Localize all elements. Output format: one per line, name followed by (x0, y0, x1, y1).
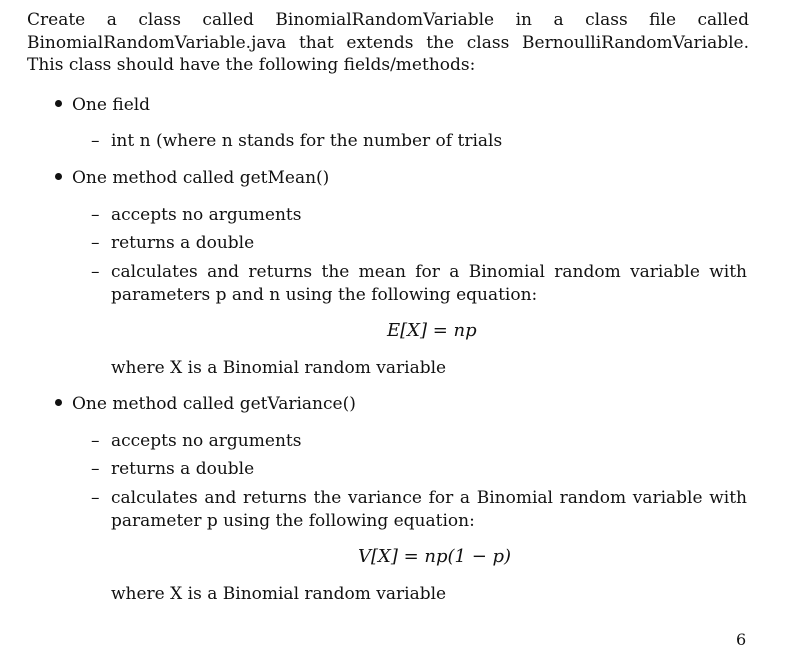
where-note: where X is a Binomial random variable (111, 358, 447, 378)
bullet-dot-icon (55, 399, 62, 406)
where-note: where X is a Binomial random variable (111, 584, 447, 604)
sub-item: – accepts no arguments (91, 205, 302, 225)
dash-icon: – (91, 233, 100, 253)
dash-icon: – (91, 205, 100, 225)
bullet-get-variance (55, 393, 356, 415)
page-number: 6 (736, 630, 747, 649)
sub-item: – calculates and returns the mean for a Binomial random variable with parameters p and n using the following equation: (91, 262, 747, 305)
dash-icon: – (91, 431, 100, 451)
bullet-field (55, 94, 150, 116)
dash-icon: – (91, 459, 100, 479)
bullet-title: One method called getVariance() (72, 394, 356, 414)
bullet-title: One method called getMean() (72, 168, 330, 188)
equation-variance: V[X] = np(1 − p) (358, 546, 512, 567)
bullet-get-mean (55, 167, 329, 189)
dash-icon: – (91, 262, 100, 282)
equation-mean: E[X] = np (387, 320, 477, 341)
dash-icon: – (91, 488, 100, 508)
sub-item: – calculates and returns the variance for a Binomial random variable with parameter p using the following equation: (91, 488, 747, 531)
intro-paragraph: Create a class called BinomialRandomVariable in a class file called BinomialRandomVariable.java that extends the class BernoulliRandomVariable. This class should have the following fields/methods: (27, 10, 749, 75)
bullet-title: One field (72, 95, 151, 115)
sub-item: – returns a double (91, 233, 255, 253)
sub-item: – returns a double (91, 459, 255, 479)
sub-item: – accepts no arguments (91, 431, 302, 451)
dash-icon: – (91, 131, 100, 151)
bullet-dot-icon (55, 173, 62, 180)
sub-item: – int n (where n stands for the number of trials (91, 131, 503, 151)
bullet-dot-icon (55, 100, 62, 107)
